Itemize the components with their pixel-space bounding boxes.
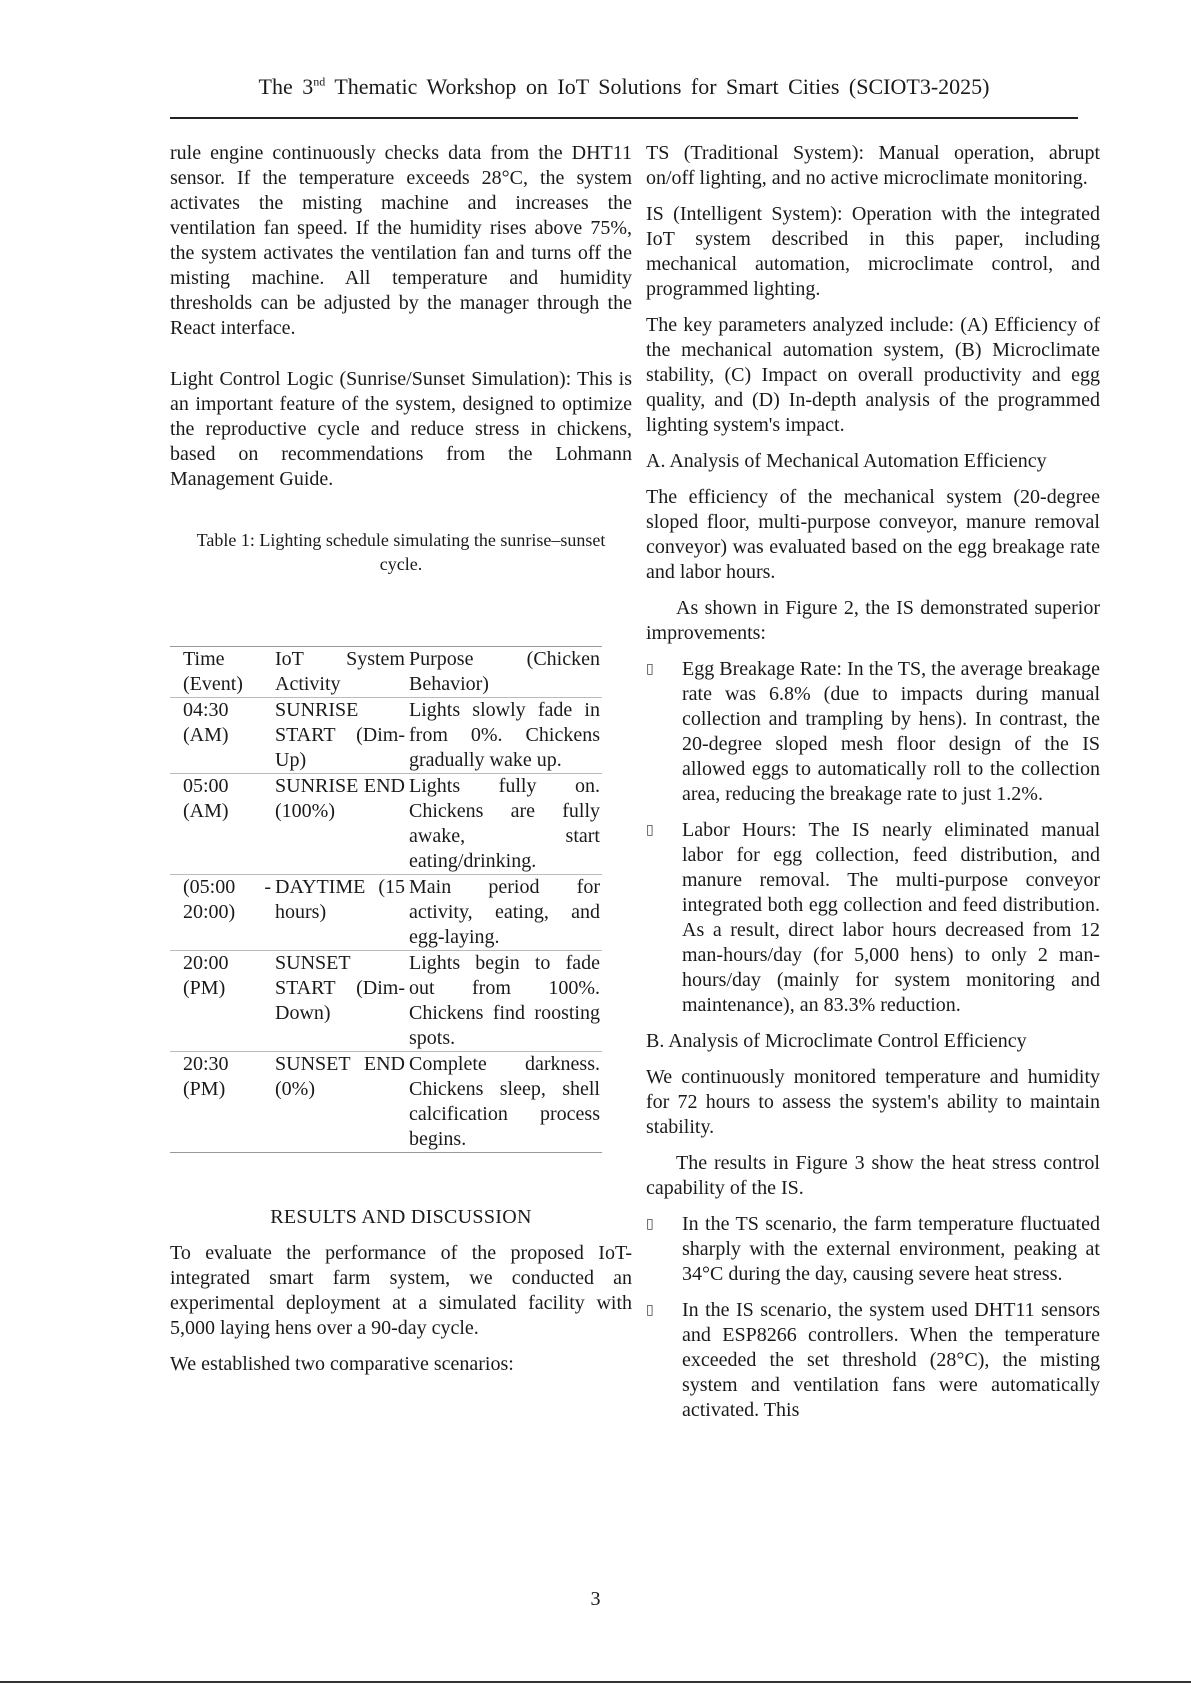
table-cell: Lights slowly fade in from 0%. Chickens gradually wake up. <box>407 698 602 774</box>
right-column <box>646 141 1100 1434</box>
table-header-cell: Purpose (Chicken Behavior) <box>409 648 600 695</box>
table-caption: Table 1: Lighting schedule simulating the sunrise–sunset cycle. <box>196 530 606 574</box>
subsection-heading-b: B. Analysis of Microclimate Control Efficiency <box>646 1030 1027 1052</box>
right-paragraph-6: We continuously monitored temperature and humidity for 72 hours to assess the system's ability to maintain stability. <box>646 1066 1100 1138</box>
list-item-text: Egg Breakage Rate: In the TS, the average breakage rate was 6.8% (due to impacts during manual collection and trampling by hens). In contrast, the 20-degree sloped mesh floor design of the IS allowed eggs to automatically roll to the collection area, reducing the breakage rate to just 1.2%. <box>682 658 1100 805</box>
header-superscript: nd <box>313 74 326 89</box>
subsection-heading-a: A. Analysis of Mechanical Automation Efficiency <box>646 450 1047 472</box>
table-cell: (05:00 - 20:00) <box>170 875 273 951</box>
list-item <box>646 657 1100 807</box>
table-cell: SUNRISE START (Dim-Up) <box>273 698 407 774</box>
table-row <box>170 698 602 774</box>
right-paragraph-2: IS (Intelligent System): Operation with the integrated IoT system described in this paper, including mechanical automation, microclimate control, and programmed lighting. <box>646 203 1100 300</box>
left-paragraph-4: We established two comparative scenarios: <box>170 1353 514 1375</box>
table-cell: SUNRISE END (100%) <box>273 774 407 875</box>
bullet-glyph-icon: ▯ <box>646 662 654 677</box>
right-paragraph-1: TS (Traditional System): Manual operation, abrupt on/off lighting, and no active microclimate monitoring. <box>646 142 1100 189</box>
table-cell: 20:00 (PM) <box>170 951 273 1052</box>
list-item <box>646 1298 1100 1423</box>
header-prefix: The 3 <box>258 74 314 99</box>
list-item-text: In the TS scenario, the farm temperature fluctuated sharply with the external environment, peaking at 34°C during the day, causing severe heat stress. <box>682 1213 1100 1285</box>
bullet-glyph-icon: ▯ <box>646 823 654 838</box>
footer-rule <box>0 1681 1191 1683</box>
bullet-glyph-icon: ▯ <box>646 1303 654 1318</box>
table-cell: Complete darkness. Chickens sleep, shell calcification process begins. <box>407 1052 602 1153</box>
right-paragraph-3: The key parameters analyzed include: (A) Efficiency of the mechanical automation system, (B) Microclimate stability, (C) Impact on overall productivity and egg quality, and (D) In-depth analysis of the programmed lighting system's impact. <box>646 314 1100 436</box>
table-row <box>170 774 602 875</box>
table-cell: 04:30 (AM) <box>170 698 273 774</box>
right-paragraph-5: As shown in Figure 2, the IS demonstrated superior improvements: <box>646 597 1100 644</box>
table-cell: 05:00 (AM) <box>170 774 273 875</box>
table-cell: SUNSET END (0%) <box>273 1052 407 1153</box>
table-cell: 20:30 (PM) <box>170 1052 273 1153</box>
right-paragraph-4: The efficiency of the mechanical system (20-degree sloped floor, multi-purpose conveyor, manure removal conveyor) was evaluated based on the egg breakage rate and labor hours. <box>646 486 1100 583</box>
table-cell: Lights begin to fade out from 100%. Chickens find roosting spots. <box>407 951 602 1052</box>
left-paragraph-3: To evaluate the performance of the proposed IoT-integrated smart farm system, we conducted an experimental deployment at a simulated facility with 5,000 laying hens over a 90-day cycle. <box>170 1242 632 1339</box>
lighting-schedule-table <box>170 646 602 1153</box>
running-header <box>170 74 1078 100</box>
table-row <box>170 1052 602 1153</box>
header-suffix: Thematic Workshop on IoT Solutions for Smart Cities (SCIOT3-2025) <box>325 74 990 99</box>
table-row <box>170 875 602 951</box>
table-header-cell: IoT System Activity <box>275 648 405 695</box>
table-header-cell: Time (Event) <box>183 648 243 695</box>
left-paragraph-2: Light Control Logic (Sunrise/Sunset Simulation): This is an important feature of the system, designed to optimize the reproductive cycle and reduce stress in chickens, based on recommendations from the Lohmann Management Guide. <box>170 368 632 490</box>
list-item <box>646 818 1100 1018</box>
list-item-text: In the IS scenario, the system used DHT11 sensors and ESP8266 controllers. When the temperature exceeded the set threshold (28°C), the misting system and ventilation fans were automatically activated. This <box>682 1299 1100 1421</box>
section-title-results: RESULTS AND DISCUSSION <box>270 1206 532 1228</box>
page-number: 3 <box>590 1588 601 1610</box>
header-rule <box>170 117 1078 119</box>
table-row <box>170 951 602 1052</box>
list-item-text: Labor Hours: The IS nearly eliminated manual labor for egg collection, feed distribution, and manure removal. The multi-purpose conveyor integrated both egg collection and feed distribution. As a result, direct labor hours decreased from 12 man-hours/day (for 5,000 hens) to only 2 man-hours/day (mainly for system monitoring and maintenance), an 83.3% reduction. <box>682 819 1100 1016</box>
table-cell: Main period for activity, eating, and egg-laying. <box>407 875 602 951</box>
left-paragraph-1: rule engine continuously checks data from the DHT11 sensor. If the temperature exceeds 28°C, the system activates the misting machine and increases the ventilation fan speed. If the humidity rises above 75%, the system activates the ventilation fan and turns off the misting machine. All temperature and humidity thresholds can be adjusted by the manager through the React interface. <box>170 142 632 339</box>
table-header-row <box>170 647 602 698</box>
table-cell: SUNSET START (Dim-Down) <box>273 951 407 1052</box>
left-column <box>170 141 632 1388</box>
table-cell: Lights fully on. Chickens are fully awake, start eating/drinking. <box>407 774 602 875</box>
table-cell: DAYTIME (15 hours) <box>273 875 407 951</box>
list-item <box>646 1212 1100 1287</box>
bullet-glyph-icon: ▯ <box>646 1217 654 1232</box>
right-paragraph-7: The results in Figure 3 show the heat stress control capability of the IS. <box>646 1152 1100 1199</box>
